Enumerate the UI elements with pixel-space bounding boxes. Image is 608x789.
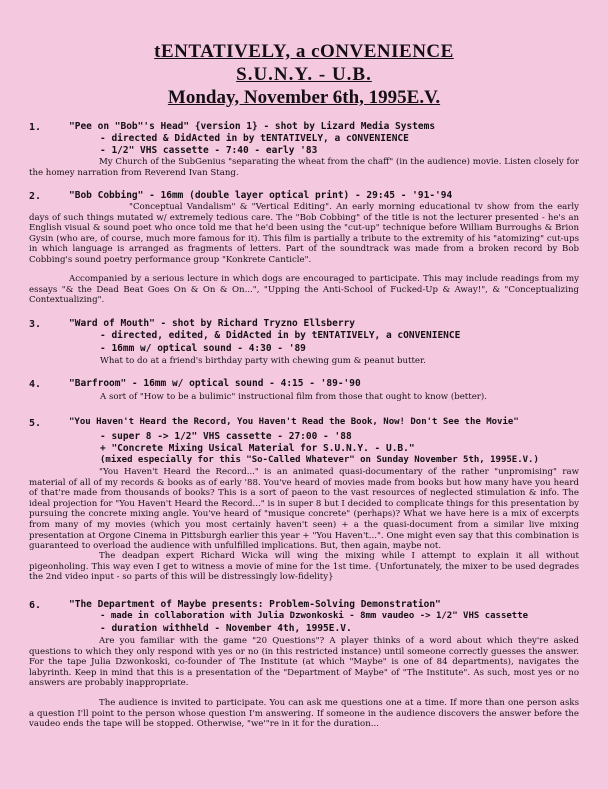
item-credit: - made in collaboration with Julia Dzwonkoski - 8mm vaudeo -> 1/2" VHS cassette [100, 611, 529, 621]
item-title: "Pee on "Bob"'s Head" {version 1} - shot by Lizard Media Systems [69, 121, 436, 132]
item-title: "You Haven't Heard the Record, You Haven't Read the Book, Now! Don't See the Movie" [69, 417, 519, 427]
item-number: 2. [29, 191, 42, 202]
item-description: My Church of the SubGenius "separating the wheat from the chaff" (in the audience) movie. Listen closely for the homey narration from Reverend Ivan Stang. [29, 157, 579, 178]
item-mix-title: + "Concrete Mixing Usical Material for S.U.N.Y. - U.B." [100, 443, 415, 454]
item-title: "Ward of Mouth" - shot by Richard Tryzno Ellsberry [69, 318, 355, 329]
item-format: - 16mm w/ optical sound - 4:30 - '89 [100, 343, 306, 354]
item-description-2: The deadpan expert Richard Wicka will wing the mixing while I attempt to explain it all without pigeonholing. This way even I get to witness a movie of mine for the 1st time. {Unfortunately, the mixer to be used degrades the 2nd video input - so parts of this will be distressingly low-fidelity} [29, 551, 579, 583]
page-subtitle-date: Monday, November 6th, 1995E.V. [167, 87, 441, 108]
item-mix-note: (mixed especially for this "So-Called Whatever" on Sunday November 5th, 1995E.V.) [100, 455, 539, 465]
item-description: Are you familiar with the game "20 Questions"? A player thinks of a word about which they're asked questions to which they only respond with yes or no (in this restricted instance) until someone correctly guesses the answer. For the tape Julia Dzwonkoski, co-founder of The Institute (at which "Maybe" is one of 84 departments), navigates the labyrinth. Keep in mind that this is a presentation of the "Department of Maybe" of "The Institute". As such, most yes or no answers are probably inappropriate. [29, 636, 579, 689]
item-format: - duration withheld - November 4th, 1995E.V. [100, 623, 352, 634]
item-number: 3. [29, 319, 42, 330]
page-title: tENTATIVELY, a cONVENIENCE [154, 41, 454, 62]
item-description-2: The audience is invited to participate. You can ask me questions one at a time. If more than one person asks a question I'll point to the person whose question I'm answering. If someone in the audience discovers the answer before the vaudeo ends the tape will be stopped. Otherwise, "we'"re in it for the duration... [29, 698, 579, 730]
item-number: 6. [29, 600, 42, 611]
item-description: "Conceptual Vandalism" & "Vertical Editing". An early morning educational tv show from the early days of such things mutated w/ extremely tedious care. The "Bob Cobbing" of the title is not the lecturer presented - he's an English visual & sound poet who once told me that he'd been using the "cut-up" technique before William Burroughs & Brion Gysin (who are, of course, much more famous for it). This film is partially a tribute to the extremity of his "atomizing" cut-ups in which language is arranged as fragments of letters. Part of the soundtrack was made from a broken record by Bob Cobbing's sound poetry performance group "Konkrete Canticle". [29, 202, 579, 265]
page-subtitle-school: S.U.N.Y. - U.B. [236, 64, 372, 85]
item-description: "You Haven't Heard the Record..." is an animated quasi-documentary of the rather "unpromising" raw material of all of my records & books as of early '88. You've heard of movies made from books but how many have you heard of that're made from thousands of books? This is a sort of paeon to the vast resources of neglected stimulation & info. The ideal projection for "You Haven't Heard the Record..." is in super 8 but I decided to complicate things for this presentation by pursuing the concrete mixing angle. You've heard of "musique concrete" (perhaps)? What we have here is a mix of excerpts from many of my movies (which you most certainly haven't seen) + a the quasi-document from a similar live mixing presentation at Orgone Cinema in Pittsburgh earlier this year + "You Haven't...". One might even say that this combination is guaranteed to overload the audience with unfulfilled implications. But, then again, maybe not. [29, 467, 579, 552]
item-title: "The Department of Maybe presents: Problem-Solving Demonstration" [69, 599, 441, 610]
item-description-2: Accompanied by a serious lecture in which dogs are encouraged to participate. This may include readings from my essays "& the Dead Beat Goes On & On & On...", "Upping the Anti-School of Fucked-Up & Away!", & "Conceptualizing Contextualizing". [29, 274, 579, 306]
item-format: - super 8 -> 1/2" VHS cassette - 27:00 - '88 [100, 431, 352, 442]
item-number: 4. [29, 379, 42, 390]
item-credit: - directed, edited, & DidActed in by tENTATIVELY, a cONVENIENCE [100, 330, 461, 341]
item-description: What to do at a friend's birthday party with chewing gum & peanut butter. [100, 356, 426, 366]
item-format: - 1/2" VHS cassette - 7:40 - early '83 [100, 145, 318, 156]
item-number: 1. [29, 122, 42, 133]
item-credit: - directed & DidActed in by tENTATIVELY, a cONVENIENCE [100, 133, 409, 144]
item-number: 5. [29, 418, 42, 429]
item-title: "Bob Cobbing" - 16mm (double layer optical print) - 29:45 - '91-'94 [69, 190, 453, 201]
item-title: "Barfroom" - 16mm w/ optical sound - 4:15 - '89-'90 [69, 378, 361, 389]
item-description: A sort of "How to be a bulimic" instructional film from those that ought to know (better). [100, 392, 487, 402]
